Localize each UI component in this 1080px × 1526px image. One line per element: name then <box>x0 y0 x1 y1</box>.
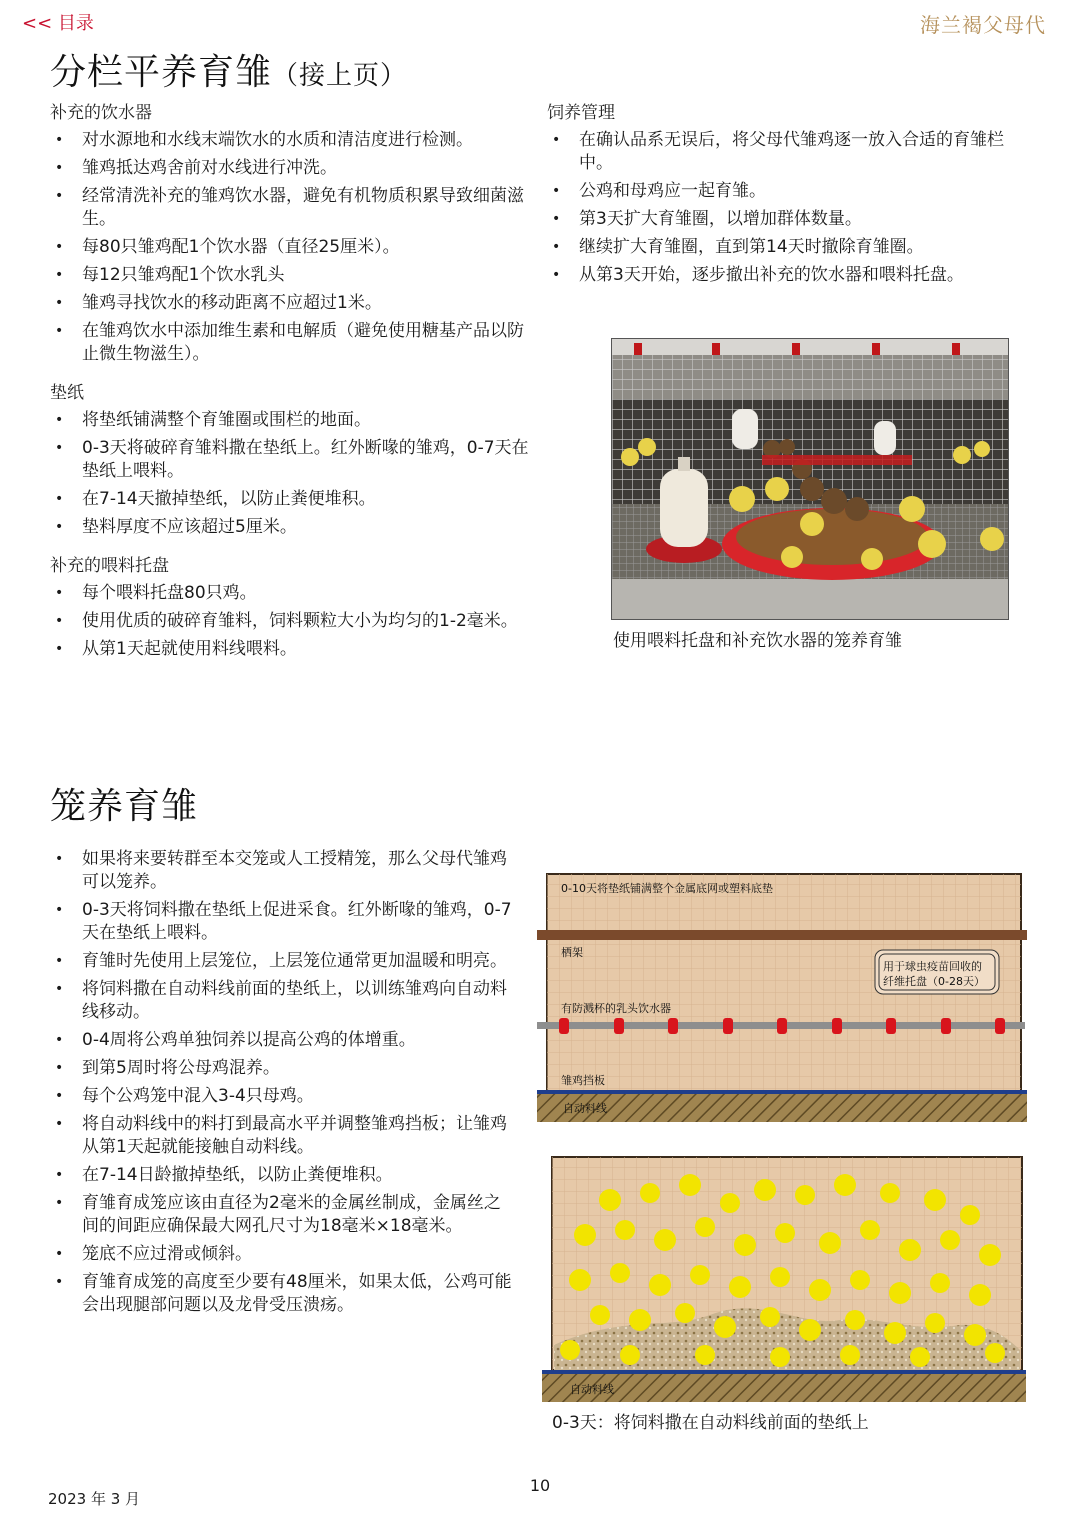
diagram-label-feeder: 自动料线 <box>563 1102 607 1115</box>
heading-water: 补充的饮水器 <box>50 103 152 123</box>
list-item: • 在雏鸡饮水中添加维生素和电解质（避免使用糖基产品以防止微生物滋生）。 <box>50 320 530 366</box>
diagram-caption: 0-3天：将饲料撒在自动料线前面的垫纸上 <box>552 1413 869 1433</box>
cage-photo-illustration <box>612 339 1008 619</box>
diagram-label-baffle: 雏鸡挡板 <box>561 1074 605 1087</box>
list-item: • 笼底不应过滑或倾斜。 <box>50 1243 512 1266</box>
list-item: • 0-3天将破碎育雏料撒在垫纸上。红外断喙的雏鸡，0-7天在垫纸上喂料。 <box>50 437 530 483</box>
list-item: • 雏鸡抵达鸡舍前对水线进行冲洗。 <box>50 157 530 180</box>
list-item: • 0-3天将饲料撒在垫纸上促进采食。红外断喙的雏鸡，0-7天在垫纸上喂料。 <box>50 899 512 945</box>
list-item: • 育雏育成笼的高度至少要有48厘米，如果太低，公鸡可能会出现腿部问题以及龙骨受压溃疡。 <box>50 1271 512 1317</box>
list-item: • 从第1天起就使用料线喂料。 <box>50 638 530 661</box>
list-tray <box>50 582 530 661</box>
diagram-label-tray-2: 纤维托盘（0-28天） <box>883 975 985 988</box>
diagram-label-drinker: 有防溅杯的乳头饮水器 <box>561 1002 671 1015</box>
list-item: • 每12只雏鸡配1个饮水乳头 <box>50 264 530 287</box>
list-item: • 育雏时先使用上层笼位，上层笼位通常更加温暖和明亮。 <box>50 950 512 973</box>
left-column-floor <box>50 98 530 666</box>
list-item: • 如果将来要转群至本交笼或人工授精笼，那么父母代雏鸡可以笼养。 <box>50 848 512 894</box>
list-item: • 每个公鸡笼中混入3-4只母鸡。 <box>50 1085 512 1108</box>
cage-diagram-top <box>535 872 1029 1124</box>
list-item: • 从第3天开始，逐步撤出补充的饮水器和喂料托盘。 <box>547 264 1025 287</box>
diagram-label-perch: 栖架 <box>561 946 583 959</box>
list-item: • 将饲料撒在自动料线前面的垫纸上，以训练雏鸡向自动料线移动。 <box>50 978 512 1024</box>
heading-paper: 垫纸 <box>50 383 84 403</box>
footer-date: 2023 年 3 月 <box>48 1490 141 1508</box>
heading-tray: 补充的喂料托盘 <box>50 556 169 576</box>
list-item: • 经常清洗补充的雏鸡饮水器，避免有机物质积累导致细菌滋生。 <box>50 185 530 231</box>
cage-diagram-bottom <box>540 1155 1030 1405</box>
list-item: • 垫料厚度不应该超过5厘米。 <box>50 516 530 539</box>
list-item: • 到第5周时将公母鸡混养。 <box>50 1057 512 1080</box>
section-title-floor <box>50 44 407 95</box>
list-item: • 0-4周将公鸡单独饲养以提高公鸡的体增重。 <box>50 1029 512 1052</box>
list-item: • 在7-14日龄撤掉垫纸，以防止粪便堆积。 <box>50 1164 512 1187</box>
cage-diagram-top-svg <box>535 872 1029 1124</box>
diagram-label-tray-1: 用于球虫疫苗回收的 <box>883 960 982 973</box>
list-item: • 在7-14天撤掉垫纸，以防止粪便堆积。 <box>50 488 530 511</box>
list-item: • 公鸡和母鸡应一起育雏。 <box>547 180 1025 203</box>
page-number: 10 <box>529 1476 551 1495</box>
section-title-suffix: （接上页） <box>272 61 408 91</box>
list-item: • 第3天扩大育雏圈，以增加群体数量。 <box>547 208 1025 231</box>
heading-management: 饲养管理 <box>547 103 615 123</box>
section-title-cage: 笼养育雏 <box>50 786 199 827</box>
cage-brooding-photo <box>611 338 1009 620</box>
list-item: • 育雏育成笼应该由直径为2毫米的金属丝制成，金属丝之间的间距应确保最大网孔尺寸为18毫米×18毫米。 <box>50 1192 512 1238</box>
list-paper <box>50 409 530 539</box>
section-title-text: 分栏平养育雏 <box>50 52 273 93</box>
cage-column <box>50 848 512 1322</box>
toc-link[interactable]: << 目录 <box>22 13 94 34</box>
list-item: • 将自动料线中的料打到最高水平并调整雏鸡挡板；让雏鸡从第1天起就能接触自动料线。 <box>50 1113 512 1159</box>
list-item: • 对水源地和水线末端饮水的水质和清洁度进行检测。 <box>50 129 530 152</box>
list-item: • 将垫纸铺满整个育雏圈或围栏的地面。 <box>50 409 530 432</box>
list-management <box>547 129 1025 287</box>
brand-title: 海兰褐父母代 <box>920 13 1046 37</box>
list-item: • 在确认品系无误后，将父母代雏鸡逐一放入合适的育雏栏中。 <box>547 129 1025 175</box>
diagram2-label-feeder: 自动料线 <box>570 1383 614 1396</box>
list-cage <box>50 848 512 1317</box>
list-item: • 雏鸡寻找饮水的移动距离不应超过1米。 <box>50 292 530 315</box>
list-item: • 每个喂料托盘80只鸡。 <box>50 582 530 605</box>
list-item: • 继续扩大育雏圈，直到第14天时撤除育雏圈。 <box>547 236 1025 259</box>
list-water <box>50 129 530 366</box>
list-item: • 每80只雏鸡配1个饮水器（直径25厘米）。 <box>50 236 530 259</box>
photo-caption: 使用喂料托盘和补充饮水器的笼养育雏 <box>613 631 902 651</box>
list-item: • 使用优质的破碎育雏料，饲料颗粒大小为均匀的1-2毫米。 <box>50 610 530 633</box>
cage-diagram-bottom-svg <box>540 1155 1030 1405</box>
diagram-label-paper: 0-10天将垫纸铺满整个金属底网或塑料底垫 <box>561 882 773 895</box>
right-column-management <box>547 98 1025 292</box>
